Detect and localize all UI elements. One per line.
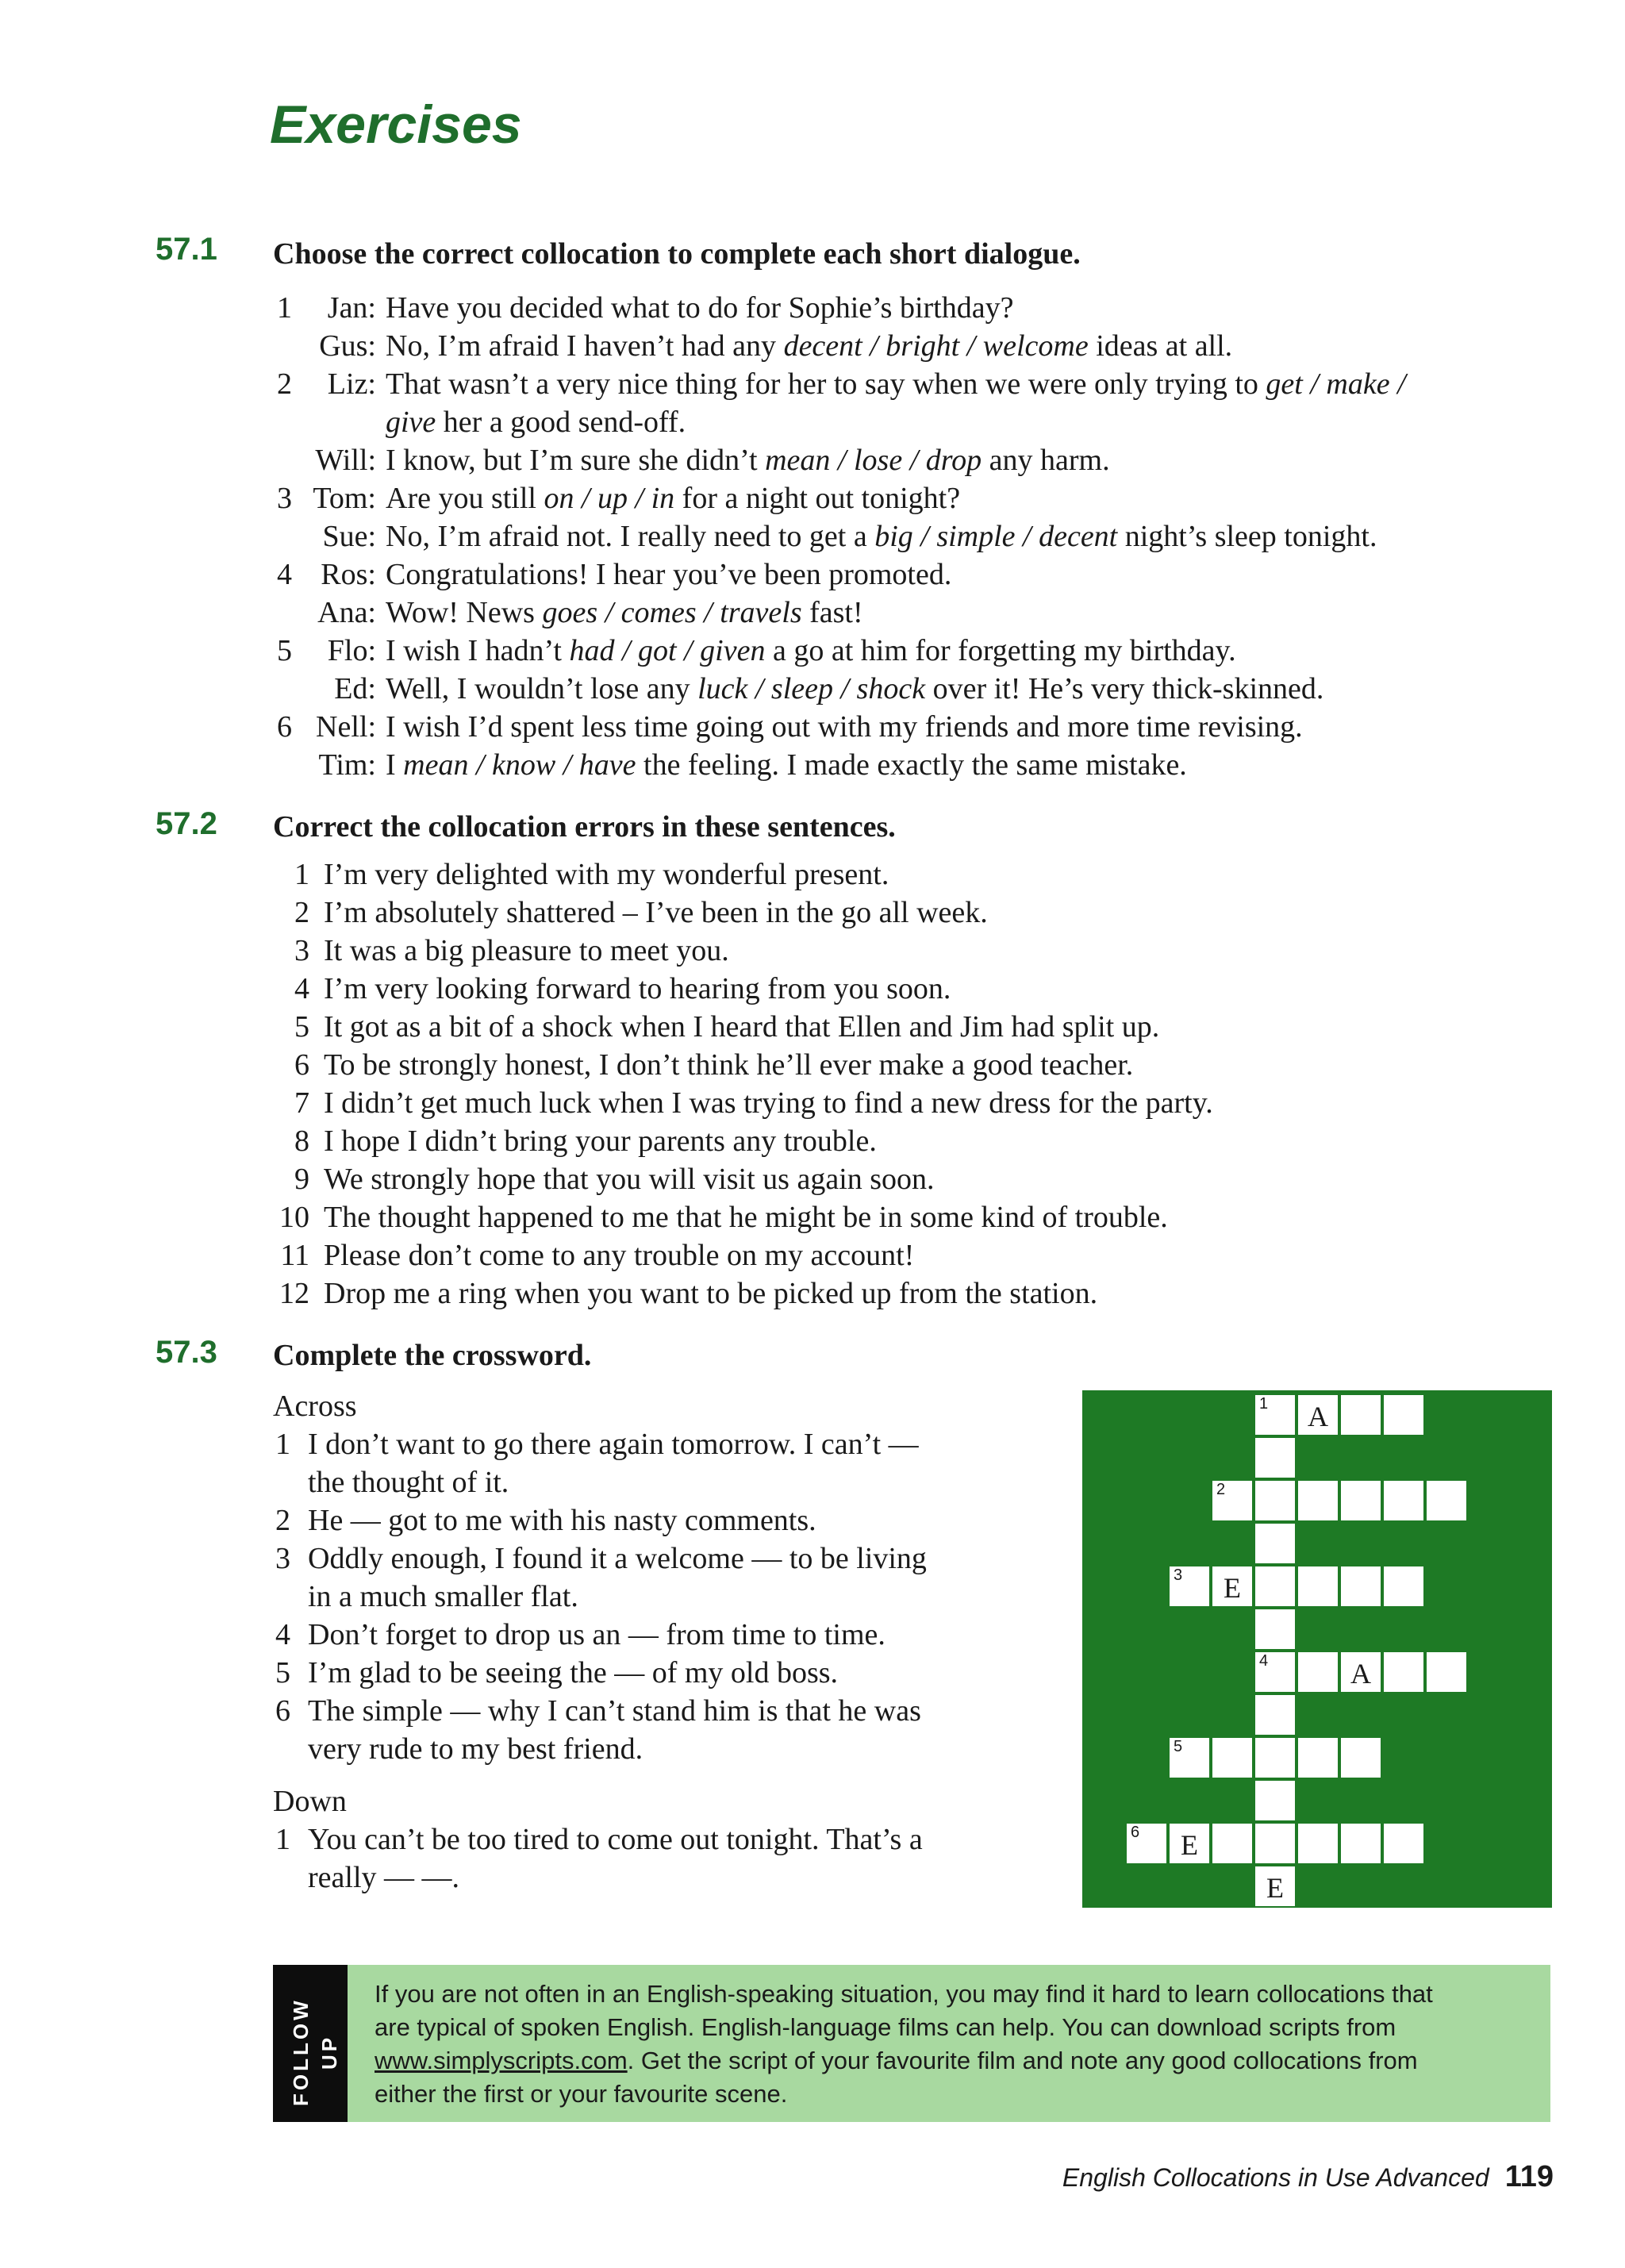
dialogue-text — [386, 479, 960, 517]
clue-line — [270, 1654, 1063, 1692]
crossword-cell[interactable] — [1168, 1736, 1211, 1779]
text-run: fast! — [801, 596, 863, 629]
speaker-name: Ros: — [321, 558, 376, 591]
collocation-options: goes / comes / travels — [542, 596, 802, 629]
item-number: 1 — [277, 291, 292, 325]
crossword-cell[interactable] — [1297, 1393, 1339, 1436]
sentence-item — [270, 1198, 1571, 1236]
clue-text: I’m glad to be seeing the — of my old boss. — [308, 1656, 839, 1689]
crossword-cell[interactable] — [1254, 1608, 1297, 1651]
speaker-name: Tom: — [313, 482, 376, 515]
sentence-text: Drop me a ring when you want to be picked up from the station. — [324, 1277, 1098, 1310]
text-run: ideas at all. — [1088, 329, 1233, 363]
exercise-number-57-3: 57.3 — [156, 1335, 217, 1370]
sentence-item — [270, 1236, 1571, 1274]
crossword-cell[interactable] — [1168, 1822, 1211, 1865]
crossword-cell[interactable] — [1211, 1479, 1254, 1522]
item-number: 4 — [277, 558, 292, 591]
text-run: a go at him for forgetting my birthday. — [765, 634, 1236, 667]
collocation-options: mean / lose / drop — [765, 444, 982, 477]
exercise-number-57-2: 57.2 — [156, 806, 217, 841]
item-number: 12 — [279, 1277, 309, 1310]
clue-text: really — —. — [308, 1861, 460, 1894]
crossword-cell[interactable] — [1382, 1393, 1425, 1436]
dialogue-text — [386, 555, 951, 594]
across-clue-list — [270, 1425, 1063, 1768]
clue-line — [270, 1578, 1063, 1616]
sentence-item — [270, 855, 1571, 894]
clue-line — [270, 1820, 1063, 1859]
follow-up-text-line: either the first or your favourite scene. — [375, 2080, 788, 2108]
given-letter: E — [1224, 1572, 1241, 1604]
crossword-cell[interactable] — [1211, 1565, 1254, 1608]
follow-up-tab-label: FOLLOW — [289, 1997, 313, 2106]
exercise-instruction-57-1: Choose the correct collocation to complete each short dialogue. — [273, 237, 1081, 271]
item-number: 1 — [294, 858, 309, 891]
crossword-grid — [1082, 1390, 1552, 1908]
item-number: 9 — [294, 1163, 309, 1196]
exercise-instruction-57-3: Complete the crossword. — [273, 1339, 592, 1372]
sentence-text: Please don’t come to any trouble on my account! — [324, 1239, 915, 1272]
dialogue-line — [270, 555, 1571, 594]
dialogue-line — [270, 746, 1571, 784]
sentence-text: I didn’t get much luck when I was trying to find a new dress for the party. — [324, 1086, 1213, 1120]
sentence-item — [270, 1046, 1571, 1084]
follow-up-text-line: are typical of spoken English. English-language films can help. You can download scripts from — [375, 2013, 1396, 2041]
clue-text: Don’t forget to drop us an — from time to time. — [308, 1618, 885, 1651]
dialogue-text — [386, 517, 1377, 555]
sentence-list — [270, 855, 1571, 1313]
speaker-name: Flo: — [327, 634, 376, 667]
dialogue-text — [386, 632, 1236, 670]
clue-line — [270, 1463, 1063, 1501]
speaker-name: Tim: — [318, 748, 376, 782]
sentence-text: To be strongly honest, I don’t think he’ll ever make a good teacher. — [324, 1048, 1134, 1082]
crossword-cell[interactable] — [1297, 1651, 1339, 1693]
item-number: 3 — [294, 934, 309, 967]
dialogue-line — [270, 441, 1571, 479]
page-number: 119 — [1504, 2160, 1554, 2193]
collocation-options: on / up / in — [544, 482, 675, 515]
crossword-cell[interactable] — [1125, 1822, 1168, 1865]
dialogue-line — [270, 708, 1571, 746]
text-run: her a good send-off. — [436, 406, 686, 439]
sentence-item — [270, 1008, 1571, 1046]
item-number: 2 — [294, 896, 309, 929]
dialogue-text — [386, 708, 1303, 746]
crossword-cell[interactable] — [1339, 1651, 1382, 1693]
dialogue-text — [386, 289, 1013, 327]
sentence-text: It got as a bit of a shock when I heard that Ellen and Jim had split up. — [324, 1010, 1160, 1044]
text-run: I — [386, 748, 404, 782]
crossword-cell[interactable] — [1254, 1693, 1297, 1736]
text-run: I know, but I’m sure she didn’t — [386, 444, 766, 477]
page-title: Exercises — [270, 94, 522, 155]
clue-line — [270, 1540, 1063, 1578]
speaker-name: Will: — [315, 444, 376, 477]
crossword-cell[interactable] — [1254, 1865, 1297, 1908]
sentence-text: The thought happened to me that he might be in some kind of trouble. — [324, 1201, 1168, 1234]
clue-number-marker: 5 — [1174, 1738, 1183, 1755]
item-number: 7 — [294, 1086, 309, 1120]
text-run: night’s sleep tonight. — [1117, 520, 1377, 553]
text-run: Are you still — [386, 482, 544, 515]
dialogue-text — [386, 403, 686, 441]
clue-text: I don’t want to go there again tomorrow. I can’t — — [308, 1428, 919, 1461]
dialogue-line — [270, 517, 1571, 555]
speaker-name: Ed: — [334, 672, 376, 705]
dialogue-text — [386, 594, 863, 632]
item-number: 11 — [280, 1239, 309, 1272]
clue-number-marker: 1 — [1259, 1395, 1269, 1413]
sentence-text: It was a big pleasure to meet you. — [324, 934, 729, 967]
dialogue-line — [270, 670, 1571, 708]
text-run: Well, I wouldn’t lose any — [386, 672, 698, 705]
follow-up-tab-label-2: UP — [317, 2034, 341, 2070]
crossword-cell[interactable] — [1254, 1822, 1297, 1865]
crossword-cell[interactable] — [1382, 1822, 1425, 1865]
crossword-cell[interactable] — [1297, 1822, 1339, 1865]
clue-number-marker: 4 — [1259, 1652, 1269, 1670]
follow-up-text-line: . Get the script of your favourite film and note any good collocations from — [627, 2047, 1418, 2074]
crossword-cell[interactable] — [1254, 1651, 1297, 1693]
clue-line — [270, 1692, 1063, 1730]
item-number: 6 — [294, 1048, 309, 1082]
dialogue-text — [386, 327, 1232, 365]
crossword-cell[interactable] — [1254, 1522, 1297, 1565]
crossword-cell[interactable] — [1339, 1393, 1382, 1436]
clue-number: 6 — [275, 1694, 290, 1728]
text-run: Have you decided what to do for Sophie’s birthday? — [386, 291, 1014, 325]
collocation-options: big / simple / decent — [874, 520, 1118, 553]
exercise-instruction-57-2: Correct the collocation errors in these sentences. — [273, 810, 896, 844]
crossword-cell[interactable] — [1425, 1479, 1468, 1522]
sentence-item — [270, 1274, 1571, 1313]
follow-up-box — [348, 1965, 1550, 2122]
item-number: 8 — [294, 1124, 309, 1158]
item-number: 5 — [294, 1010, 309, 1044]
clue-text: The simple — why I can’t stand him is that he was — [308, 1694, 921, 1728]
clue-number: 3 — [275, 1542, 290, 1575]
collocation-options: decent / bright / welcome — [783, 329, 1089, 363]
text-run: any harm. — [982, 444, 1110, 477]
item-number: 4 — [294, 972, 309, 1005]
given-letter: A — [1350, 1658, 1371, 1689]
sentence-item — [270, 1122, 1571, 1160]
crossword-cell[interactable] — [1297, 1736, 1339, 1779]
clue-line — [270, 1501, 1063, 1540]
collocation-options: get / make / — [1266, 367, 1406, 401]
sentence-item — [270, 1160, 1571, 1198]
clue-number: 1 — [275, 1428, 290, 1461]
dialogue-line — [270, 289, 1571, 327]
sentence-text: We strongly hope that you will visit us again soon. — [324, 1163, 935, 1196]
crossword-cell[interactable] — [1211, 1736, 1254, 1779]
text-run: Congratulations! I hear you’ve been promoted. — [386, 558, 952, 591]
down-heading: Down — [273, 1785, 347, 1818]
crossword-cell[interactable] — [1297, 1479, 1339, 1522]
collocation-options: give — [386, 406, 436, 439]
crossword-cell[interactable] — [1297, 1565, 1339, 1608]
clue-number-marker: 2 — [1216, 1481, 1226, 1498]
sentence-item — [270, 1084, 1571, 1122]
crossword-cell[interactable] — [1339, 1736, 1382, 1779]
dialogue-list — [270, 289, 1571, 784]
clue-text: the thought of it. — [308, 1466, 509, 1499]
text-run: No, I’m afraid not. I really need to get a — [386, 520, 875, 553]
clue-text: You can’t be too tired to come out tonight. That’s a — [308, 1823, 923, 1856]
dialogue-text — [386, 746, 1187, 784]
down-clue-list — [270, 1820, 1063, 1897]
item-number: 2 — [277, 367, 292, 401]
text-run: I wish I hadn’t — [386, 634, 570, 667]
follow-up-tab — [273, 1965, 348, 2122]
crossword-cell[interactable] — [1254, 1393, 1297, 1436]
item-number: 5 — [277, 634, 292, 667]
book-title: English Collocations in Use Advanced — [1062, 2163, 1489, 2192]
dialogue-line — [270, 365, 1571, 403]
clue-number-marker: 3 — [1174, 1566, 1183, 1584]
sentence-item — [270, 894, 1571, 932]
crossword-cell[interactable] — [1382, 1651, 1425, 1693]
dialogue-line — [270, 594, 1571, 632]
collocation-options: luck / sleep / shock — [697, 672, 926, 705]
sentence-text: I’m very delighted with my wonderful present. — [324, 858, 889, 891]
sentence-text: I hope I didn’t bring your parents any trouble. — [324, 1124, 877, 1158]
speaker-name: Liz: — [327, 367, 376, 401]
crossword-cell[interactable] — [1339, 1565, 1382, 1608]
clue-number: 5 — [275, 1656, 290, 1689]
speaker-name: Gus: — [319, 329, 376, 363]
dialogue-line — [270, 632, 1571, 670]
dialogue-text — [386, 365, 1406, 403]
given-letter: E — [1266, 1872, 1284, 1904]
crossword-cell[interactable] — [1382, 1479, 1425, 1522]
clue-number-marker: 6 — [1131, 1824, 1140, 1841]
sentence-text: I’m absolutely shattered – I’ve been in the go all week. — [324, 896, 988, 929]
crossword-cell[interactable] — [1254, 1779, 1297, 1822]
sentence-item — [270, 970, 1571, 1008]
collocation-options: mean / know / have — [403, 748, 636, 782]
crossword-cell[interactable] — [1339, 1822, 1382, 1865]
clue-line — [270, 1730, 1063, 1768]
clue-text: He — got to me with his nasty comments. — [308, 1504, 816, 1537]
given-letter: A — [1308, 1401, 1328, 1432]
text-run: Wow! News — [386, 596, 543, 629]
clue-line — [270, 1425, 1063, 1463]
collocation-options: had / got / given — [569, 634, 766, 667]
speaker-name: Nell: — [316, 710, 376, 744]
item-number: 10 — [279, 1201, 309, 1234]
clue-text: in a much smaller flat. — [308, 1580, 578, 1613]
clue-number: 1 — [275, 1823, 290, 1856]
text-run: the feeling. I made exactly the same mistake. — [636, 748, 1187, 782]
dialogue-text — [386, 441, 1110, 479]
speaker-name: Jan: — [327, 291, 376, 325]
crossword-cell[interactable] — [1382, 1565, 1425, 1608]
clue-text: Oddly enough, I found it a welcome — to be living — [308, 1542, 927, 1575]
crossword-cell[interactable] — [1254, 1479, 1297, 1522]
dialogue-line — [270, 479, 1571, 517]
crossword-cell[interactable] — [1425, 1651, 1468, 1693]
item-number: 6 — [277, 710, 292, 744]
dialogue-text — [386, 670, 1323, 708]
clue-number: 2 — [275, 1504, 290, 1537]
crossword-cell[interactable] — [1211, 1822, 1254, 1865]
dialogue-line — [270, 403, 1571, 441]
clue-line — [270, 1859, 1063, 1897]
text-run: That wasn’t a very nice thing for her to say when we were only trying to — [386, 367, 1266, 401]
dialogue-line — [270, 327, 1571, 365]
crossword-cell[interactable] — [1254, 1565, 1297, 1608]
text-run: for a night out tonight? — [674, 482, 961, 515]
item-number: 3 — [277, 482, 292, 515]
text-run: I wish I’d spent less time going out with my friends and more time revising. — [386, 710, 1303, 744]
sentence-item — [270, 932, 1571, 970]
crossword-cell[interactable] — [1254, 1436, 1297, 1479]
sentence-text: I’m very looking forward to hearing from you soon. — [324, 972, 951, 1005]
clue-text: very rude to my best friend. — [308, 1732, 643, 1766]
exercise-number-57-1: 57.1 — [156, 232, 217, 267]
across-heading: Across — [273, 1390, 357, 1423]
given-letter: E — [1181, 1829, 1198, 1861]
text-run: No, I’m afraid I haven’t had any — [386, 329, 784, 363]
speaker-name: Ana: — [317, 596, 376, 629]
simplyscripts-link[interactable]: www.simplyscripts.com — [375, 2047, 628, 2074]
crossword-cell[interactable] — [1339, 1479, 1382, 1522]
page-footer — [1062, 2160, 1554, 2194]
text-run: over it! He’s very thick-skinned. — [925, 672, 1324, 705]
clue-line — [270, 1616, 1063, 1654]
speaker-name: Sue: — [322, 520, 376, 553]
crossword-cell[interactable] — [1254, 1736, 1297, 1779]
clue-number: 4 — [275, 1618, 290, 1651]
follow-up-text-line: If you are not often in an English-speaking situation, you may find it hard to learn collocations that — [375, 1980, 1433, 2008]
crossword-cell[interactable] — [1168, 1565, 1211, 1608]
